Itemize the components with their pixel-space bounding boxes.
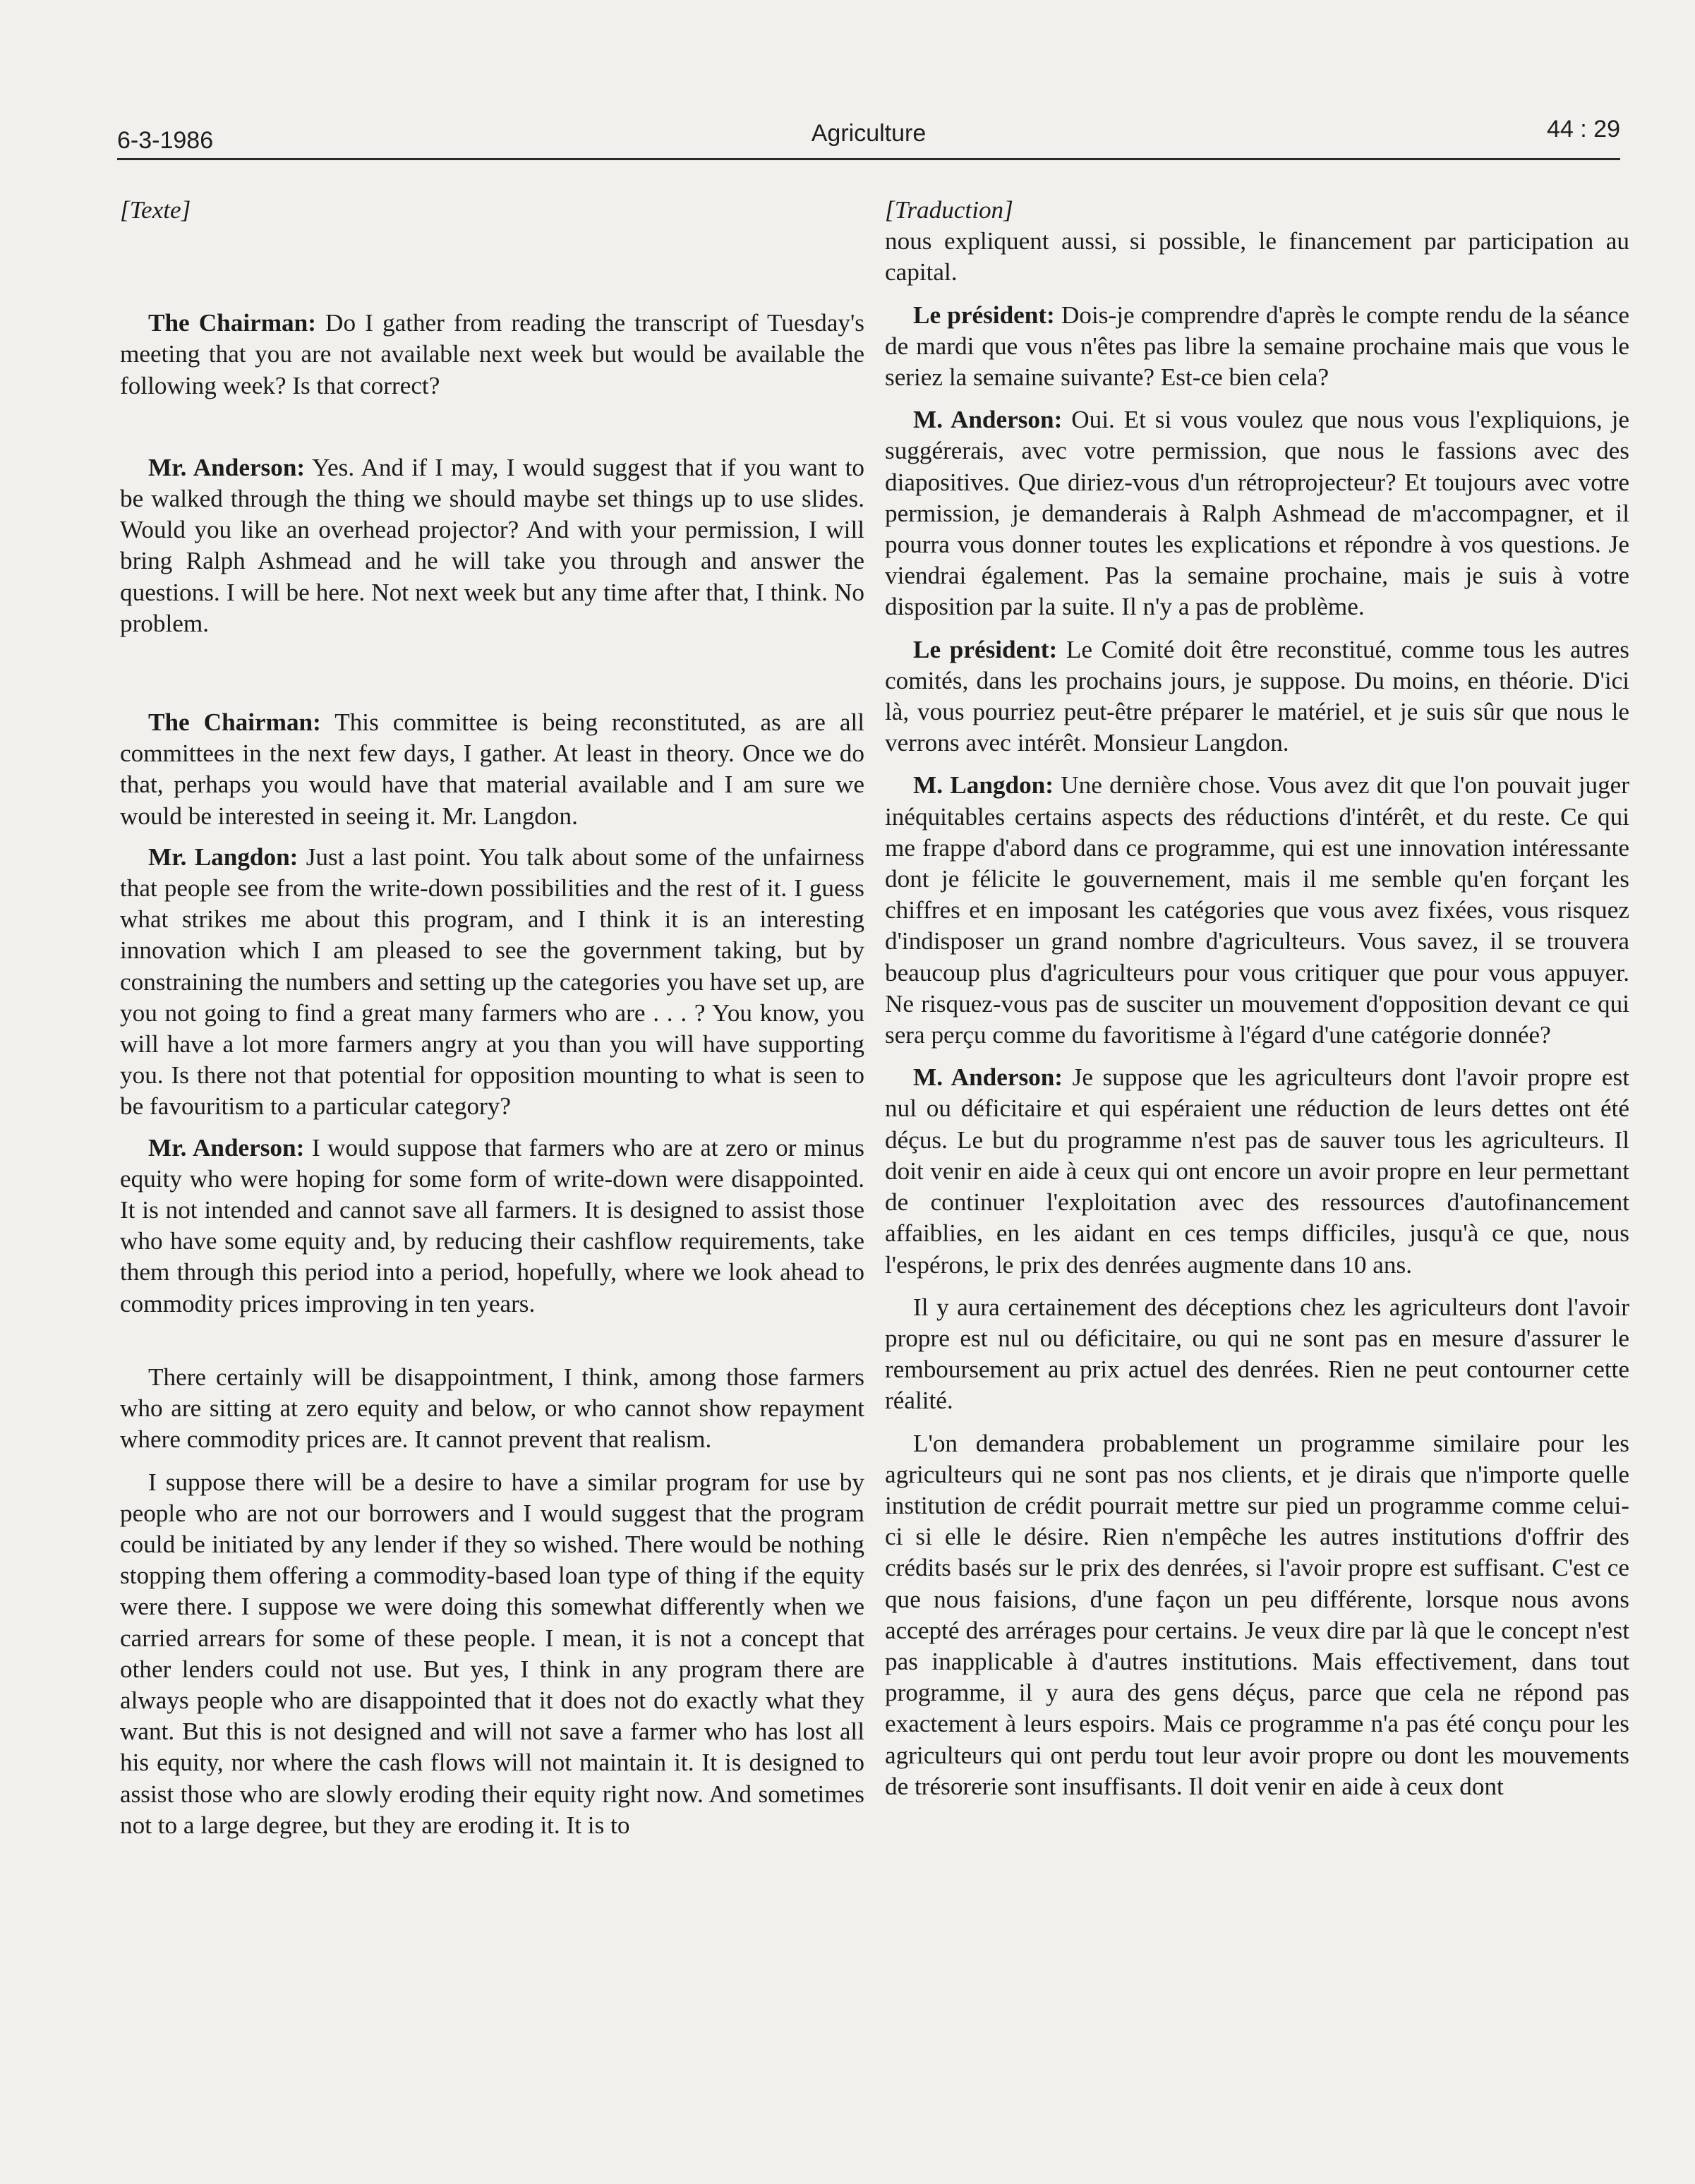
- speech-text: This committee is being reconstituted, as are all committees in the next few days, I gather. At least in theory. Once we do that, perhaps you would have that material available and I am sure we would be interested in seeing it. Mr. Langdon.: [120, 708, 865, 830]
- paragraph: [120, 308, 864, 402]
- paragraph: [885, 226, 1629, 288]
- speaker-name: The Chairman:: [148, 708, 321, 737]
- speech-text: Je suppose que les agriculteurs dont l'avoir propre est nul ou déficitaire et qui espéraient une réduction de leurs dettes ont été déçus. Le but du programme n'est pas de sauver tous les agriculteurs. Il doit venir en aide à ceux qui ont encore un avoir propre en leur permettant de continuer l'exploitation avec des ressources d'autofinancement affaiblies, en les aidant en ces temps difficiles, jusqu'à ce que, nous l'espérons, le prix des denrées augmente dans 10 ans.: [885, 1063, 1629, 1279]
- column-label: [Traduction]: [885, 196, 1013, 224]
- paragraph: [120, 842, 864, 1123]
- paragraph: [885, 300, 1629, 394]
- speech-text: Yes. And if I may, I would suggest that if you want to be walked through the thing we should maybe set things up to use slides. Would you like an overhead projector? And with your permission, I will bring Ralph Ashmead and he will take you through and answer the questions. I will be here. Not next week but any time after that, I think. No problem.: [120, 453, 864, 637]
- speech-text: Il y aura certainement des déceptions chez les agriculteurs dont l'avoir propre est nul ou déficitaire, ou qui ne sont pas en mesure d'assurer le remboursement au prix actuel des denrées. Rien ne peut contourner cette réalité.: [885, 1293, 1629, 1415]
- paragraph: [885, 770, 1629, 1051]
- column-label: [Texte]: [120, 196, 191, 224]
- header-title: Agriculture: [811, 120, 927, 147]
- speech-text: There certainly will be disappointment, I think, among those farmers who are sitting at zero equity and below, or who cannot show repayment where commodity prices are. It cannot prevent that realism.: [120, 1363, 864, 1454]
- speaker-name: M. Anderson:: [913, 1063, 1063, 1092]
- header-page-number: 44 : 29: [1547, 116, 1620, 143]
- paragraph: [885, 1428, 1629, 1802]
- paragraph: [885, 1292, 1629, 1417]
- speaker-name: The Chairman:: [148, 309, 316, 337]
- header-date: 6-3-1986: [117, 127, 214, 154]
- paragraph: [120, 1362, 864, 1456]
- paragraph: [120, 1467, 864, 1841]
- speaker-name: Le président:: [913, 635, 1058, 663]
- speaker-name: Mr. Langdon:: [148, 843, 298, 871]
- speaker-name: Mr. Anderson:: [148, 453, 306, 481]
- speech-text: I would suppose that farmers who are at zero or minus equity who were hoping for some form of write-down were disappointed. It is not intended and cannot save all farmers. It is designed to assist those who have some equity and, by reducing their cashflow requirements, take them through this period into a period, hopefully, where we look ahead to commodity prices improving in ten years.: [120, 1133, 864, 1317]
- header-rule: [117, 158, 1620, 160]
- speech-text: Oui. Et si vous voulez que nous vous l'expliquions, je suggérerais, avec votre permission, que nous le fassions avec des diapositives. Que diriez-vous d'un rétroprojecteur? Et toujours avec votre permission, je demanderais à Ralph Ashmead de m'accompagner, et il pourra vous donner toutes les explications et répondre à vos questions. Je viendrai également. Pas la semaine prochaine, mais je suis à votre disposition par la suite. Il n'y a pas de problème.: [885, 406, 1629, 621]
- french-column: [885, 195, 1629, 1802]
- speaker-name: M. Langdon:: [913, 771, 1054, 800]
- speech-text: L'on demandera probablement un programme similaire pour les agriculteurs qui ne sont pas nos clients, et je dirais que n'importe quelle institution de crédit pourrait mettre sur pied un programme comme celui-ci si elle le désire. Rien n'empêche les autres institutions d'offrir des crédits basés sur le prix des denrées, si l'avoir propre est suffisant. C'est ce que nous faisions, d'une façon un peu différente, lorsque nous avons accepté des arrérages pour certains. Je veux dire par là que le concept n'est pas inapplicable à d'autres institutions. Mais effectivement, dans tout programme, il y aura des gens déçus, parce que cela ne répond pas exactement à leurs espoirs. Mais ce programme n'a pas été conçu pour les agriculteurs qui ont perdu tout leur avoir propre ou dont les mouvements de trésorerie sont insuffisants. Il doit venir en aide à ceux dont: [885, 1429, 1629, 1800]
- speech-text: Une dernière chose. Vous avez dit que l'on pouvait juger inéquitables certains aspects des réductions d'intérêt, et du reste. Ce qui me frappe d'abord dans ce programme, qui est une innovation intéressante dont je félicite le gouvernement, mais il me semble qu'en forçant les chiffres et en imposant les catégories que vous avez fixées, vous risquez d'indisposer un grand nombre d'agriculteurs. Vous savez, il se trouvera beaucoup plus d'agriculteurs pour vous critiquer que pour vous appuyer. Ne risquez-vous pas de susciter un mouvement d'opposition devant ce qui sera perçu comme du favoritisme à l'égard d'une catégorie donnée?: [885, 771, 1629, 1049]
- speaker-name: Mr. Anderson:: [148, 1133, 305, 1162]
- page-header: [117, 114, 1620, 157]
- paragraph: [885, 1062, 1629, 1280]
- speaker-name: Le président:: [913, 301, 1055, 329]
- english-column: [120, 195, 864, 1841]
- paragraph: [885, 634, 1629, 759]
- speech-text: Do I gather from reading the transcript of Tuesday's meeting that you are not available next week but would be available the following week? Is that correct?: [120, 309, 864, 399]
- speech-text: Le Comité doit être reconstitué, comme tous les autres comités, dans les prochains jours, je suppose. Du moins, en théorie. D'ici là, vous pourriez peut-être préparer le matériel, et je suis sûr que nous le verrons avec intérêt. Monsieur Langdon.: [885, 635, 1629, 757]
- paragraph: [885, 404, 1629, 622]
- speech-text: Dois-je comprendre d'après le compte rendu de la séance de mardi que vous n'êtes pas libre la semaine prochaine mais que vous le seriez la semaine suivante? Est-ce bien cela?: [885, 301, 1629, 392]
- paragraph: [120, 452, 864, 639]
- speech-text: nous expliquent aussi, si possible, le financement par participation au capital.: [885, 227, 1629, 286]
- paragraph: [120, 707, 864, 832]
- speaker-name: M. Anderson:: [913, 406, 1063, 434]
- speech-text: I suppose there will be a desire to have a similar program for use by people who are not our borrowers and I would suggest that the program could be initiated by any lender if they so wished. There would be nothing stopping them offering a commodity-based loan type of thing if the equity were there. I suppose we were doing this somewhat differently when we carried arrears for some of these people. I mean, it is not a concept that other lenders could not use. But yes, I think in any program there are always people who are disappointed that it does not do exactly what they want. But this is not designed and will not save a farmer who has lost all his equity, nor where the cash flows will not maintain it. It is designed to assist those who are slowly eroding their equity right now. And sometimes not to a large degree, but they are eroding it. It is to: [120, 1468, 864, 1839]
- speech-text: Just a last point. You talk about some of the unfairness that people see from the write-down possibilities and the rest of it. I guess what strikes me about this program, and I think it is an interesting innovation which I am pleased to see the government taking, but by constraining the numbers and setting up the categories you have set up, are you not going to find a great many farmers who are . . . ? You know, you will have a lot more farmers angry at you than you will have supporting you. Is there not that potential for opposition mounting to what is seen to be favouritism to a particular category?: [120, 843, 864, 1121]
- paragraph: [120, 1133, 864, 1320]
